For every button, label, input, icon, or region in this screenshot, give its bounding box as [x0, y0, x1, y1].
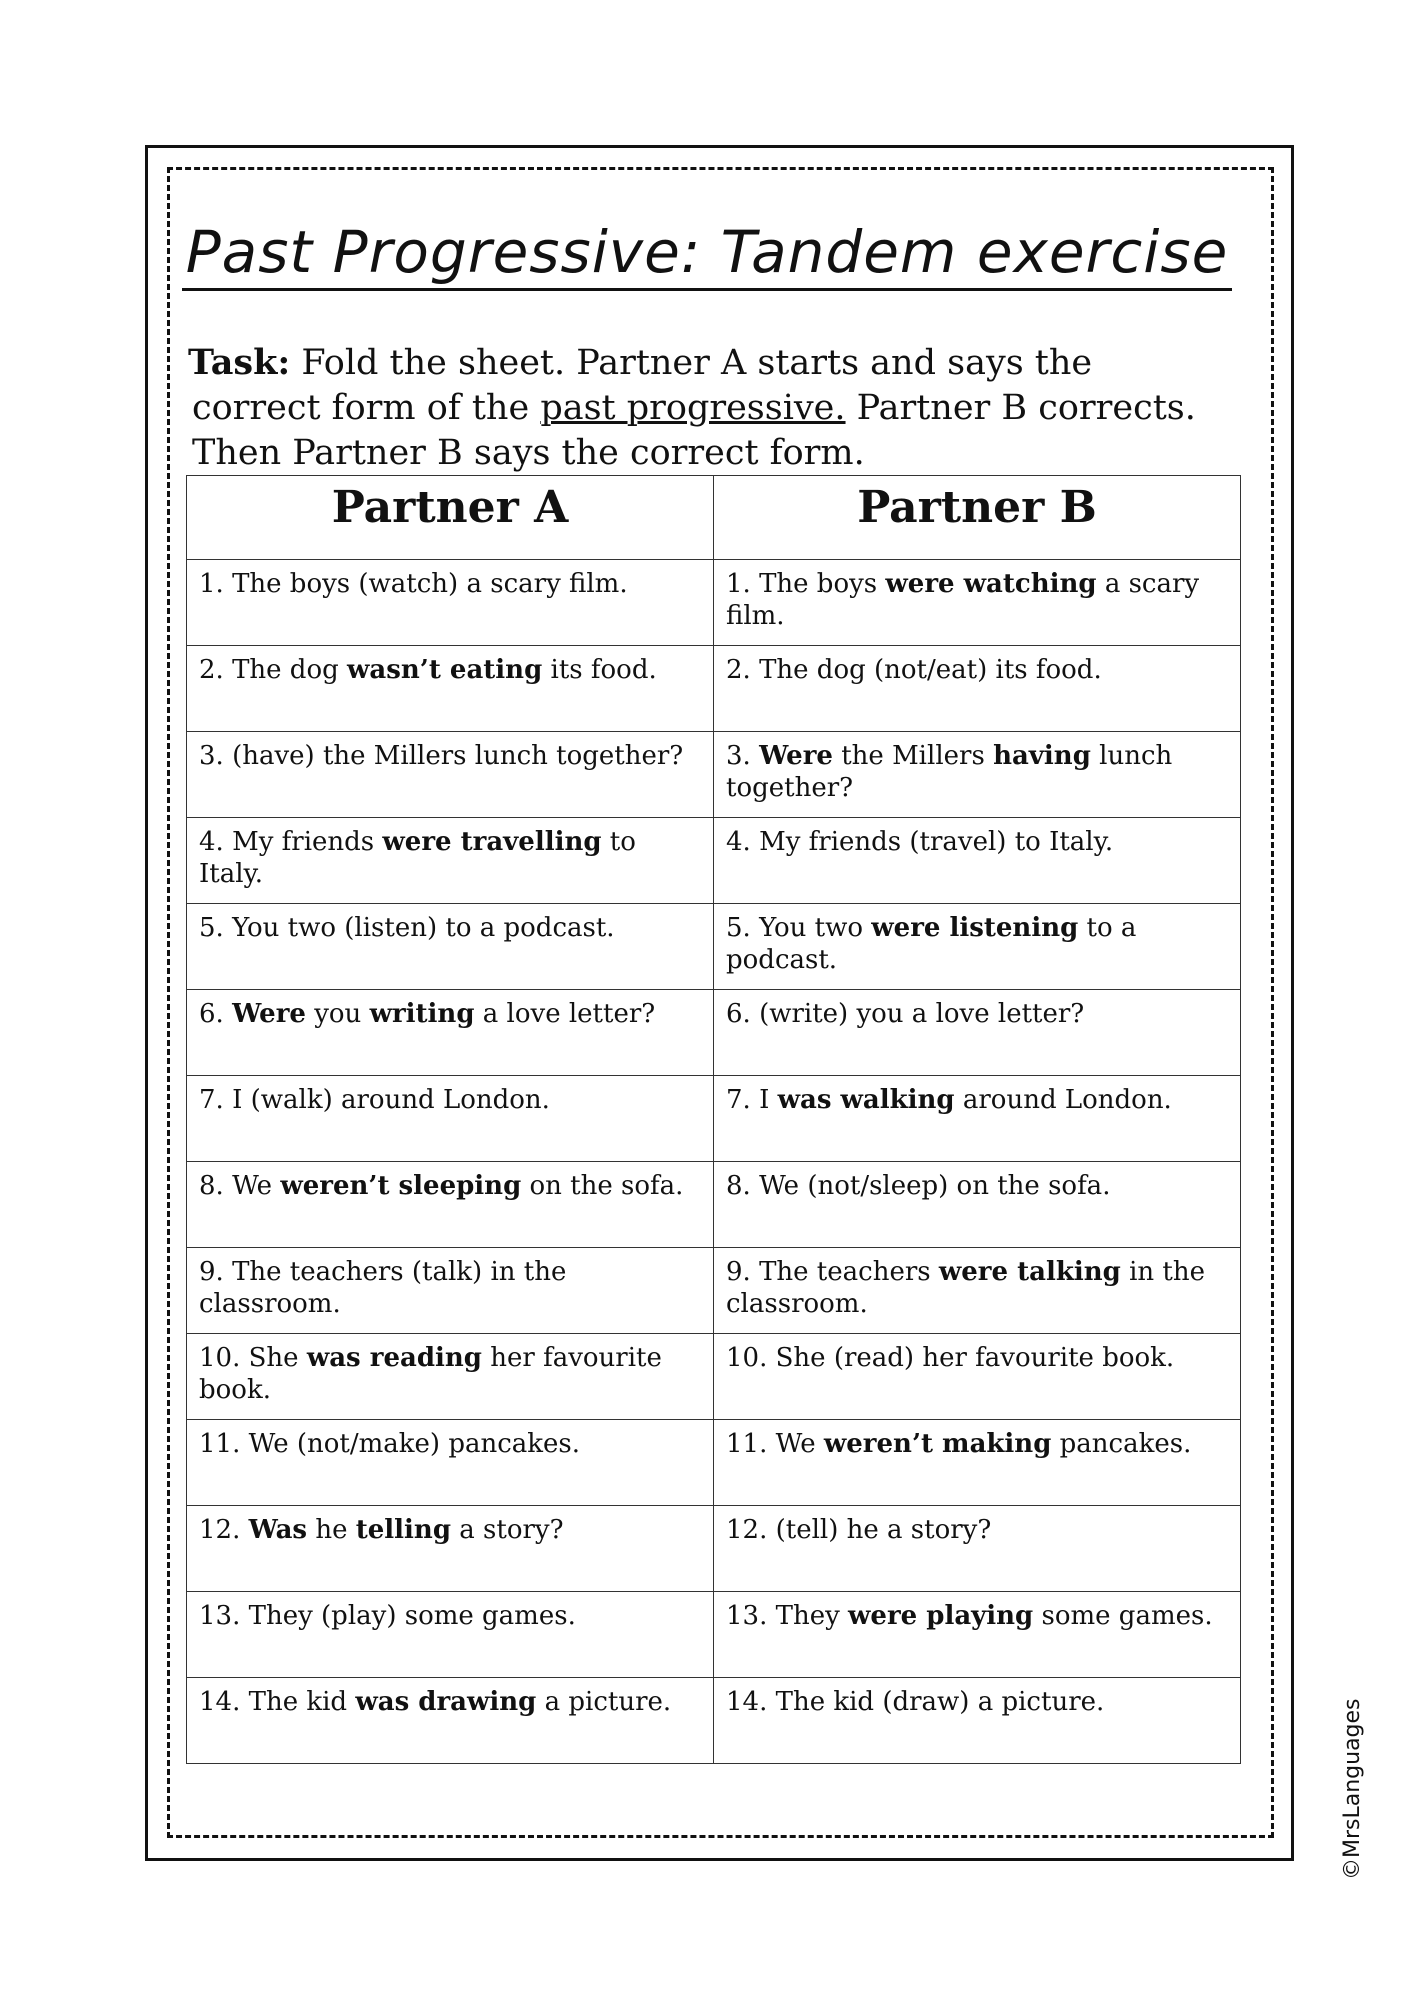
- sentence-text: to Italy.: [199, 827, 636, 889]
- partner-a-cell: [187, 818, 714, 904]
- partner-a-cell: [187, 646, 714, 732]
- partner-b-cell: [714, 560, 1241, 646]
- sentence-text: lunch together?: [726, 741, 1173, 803]
- sentence-text: 9. The teachers: [726, 1257, 939, 1287]
- answer-text: writing: [369, 999, 475, 1029]
- sentence-text: 10. She: [199, 1343, 307, 1373]
- task-text-2b: Partner B corrects.: [845, 388, 1196, 428]
- table-row: [187, 1506, 1241, 1592]
- sentence-text: 2. The dog: [199, 655, 348, 685]
- table-header-row: [187, 476, 1241, 560]
- partner-a-cell: [187, 1592, 714, 1678]
- sentence-text: 4. My friends (travel) to Italy.: [726, 827, 1114, 857]
- partner-b-cell: [714, 646, 1241, 732]
- answer-text: were travelling: [382, 827, 602, 857]
- partner-b-cell: [714, 1678, 1241, 1764]
- sentence-text: 3. (have) the Millers lunch together?: [199, 741, 684, 771]
- answer-text: wasn’t eating: [347, 655, 543, 685]
- partner-b-cell: [714, 1506, 1241, 1592]
- task-text-2a: correct form of the: [192, 388, 541, 428]
- partner-b-cell: [714, 1334, 1241, 1420]
- sentence-text: 14. The kid (draw) a picture.: [726, 1687, 1105, 1717]
- sentence-text: 9. The teachers (talk) in the classroom.: [199, 1257, 567, 1319]
- table-row: [187, 1592, 1241, 1678]
- sentence-text: he: [307, 1515, 356, 1545]
- partner-a-cell: [187, 904, 714, 990]
- sentence-text: in the classroom.: [726, 1257, 1205, 1319]
- sentence-text: 5. You two: [726, 913, 872, 943]
- sentence-text: 6.: [199, 999, 233, 1029]
- table-row: [187, 1076, 1241, 1162]
- sentence-text: 2. The dog (not/eat) its food.: [726, 655, 1102, 685]
- sentence-text: a story?: [451, 1515, 564, 1545]
- sentence-text: around London.: [954, 1085, 1172, 1115]
- partner-a-cell: [187, 1334, 714, 1420]
- sentence-text: some games.: [1033, 1601, 1213, 1631]
- partner-b-cell: [714, 904, 1241, 990]
- sentence-text: you: [305, 999, 370, 1029]
- answer-text: were playing: [848, 1601, 1034, 1631]
- sentence-text: 4. My friends: [199, 827, 383, 857]
- table-row: [187, 560, 1241, 646]
- sentence-text: 7. I: [726, 1085, 778, 1115]
- partner-a-cell: [187, 990, 714, 1076]
- sentence-text: 8. We (not/sleep) on the sofa.: [726, 1171, 1111, 1201]
- partner-a-cell: [187, 1678, 714, 1764]
- table-row: [187, 990, 1241, 1076]
- answer-text: was walking: [777, 1085, 955, 1115]
- sentence-text: 11. We: [726, 1429, 824, 1459]
- answer-text: were talking: [938, 1257, 1121, 1287]
- partner-b-cell: [714, 1162, 1241, 1248]
- sentence-text: 1. The boys (watch) a scary film.: [199, 569, 628, 599]
- sentence-text: her favourite book.: [199, 1343, 662, 1405]
- answer-text: weren’t making: [823, 1429, 1052, 1459]
- task-label: Task:: [188, 342, 291, 383]
- task-instructions: [188, 340, 1258, 476]
- task-keyword: past progressive.: [540, 388, 846, 428]
- table-row: [187, 1420, 1241, 1506]
- sentence-text: 6. (write) you a love letter?: [726, 999, 1085, 1029]
- sentence-text: the Millers: [832, 741, 994, 771]
- answer-text: having: [993, 741, 1091, 771]
- answer-text: Was: [248, 1515, 308, 1545]
- answer-text: telling: [355, 1515, 451, 1545]
- partner-a-cell: [187, 732, 714, 818]
- partner-b-cell: [714, 1248, 1241, 1334]
- header-partner-a: Partner A: [187, 476, 714, 560]
- table-row: [187, 1334, 1241, 1420]
- sentence-text: a love letter?: [474, 999, 656, 1029]
- sentence-text: 13. They (play) some games.: [199, 1601, 576, 1631]
- partner-a-cell: [187, 1162, 714, 1248]
- table-row: [187, 1678, 1241, 1764]
- sentence-text: 8. We: [199, 1171, 281, 1201]
- sentence-text: 7. I (walk) around London.: [199, 1085, 550, 1115]
- partner-b-cell: [714, 990, 1241, 1076]
- partner-a-cell: [187, 560, 714, 646]
- answer-text: Were: [232, 999, 306, 1029]
- task-line-1: [188, 340, 1258, 386]
- partner-a-cell: [187, 1248, 714, 1334]
- sentence-text: a scary film.: [726, 569, 1200, 631]
- answer-text: were watching: [885, 569, 1097, 599]
- task-line-2: [188, 386, 1258, 431]
- header-partner-b: Partner B: [714, 476, 1241, 560]
- sentence-text: 11. We (not/make) pancakes.: [199, 1429, 581, 1459]
- partner-a-cell: [187, 1420, 714, 1506]
- table-row: [187, 1162, 1241, 1248]
- table-row: [187, 732, 1241, 818]
- sentence-text: to a podcast.: [726, 913, 1137, 975]
- sentence-text: 14. The kid: [199, 1687, 356, 1717]
- table-row: [187, 646, 1241, 732]
- copyright-text: ©MrsLanguages: [1340, 1698, 1365, 1880]
- sentence-text: 10. She (read) her favourite book.: [726, 1343, 1175, 1373]
- partner-b-cell: [714, 1420, 1241, 1506]
- sentence-text: 5. You two (listen) to a podcast.: [199, 913, 615, 943]
- partner-b-cell: [714, 1592, 1241, 1678]
- table-body: [187, 560, 1241, 1764]
- table-row: [187, 1248, 1241, 1334]
- partner-b-cell: [714, 818, 1241, 904]
- sentence-text: 3.: [726, 741, 760, 771]
- table-row: [187, 904, 1241, 990]
- sentence-text: 12. (tell) he a story?: [726, 1515, 992, 1545]
- title-text: Past Progressive: Tandem exercise: [182, 218, 1233, 291]
- partner-b-cell: [714, 1076, 1241, 1162]
- partner-a-cell: [187, 1506, 714, 1592]
- partner-a-cell: [187, 1076, 714, 1162]
- exercise-table: [186, 475, 1241, 1764]
- worksheet-title: [0, 218, 1414, 286]
- answer-text: were listening: [871, 913, 1079, 943]
- sentence-text: on the sofa.: [521, 1171, 684, 1201]
- partner-b-cell: [714, 732, 1241, 818]
- answer-text: weren’t sleeping: [280, 1171, 522, 1201]
- task-text-1: Fold the sheet. Partner A starts and says the: [301, 343, 1093, 383]
- sentence-text: 12.: [199, 1515, 249, 1545]
- table-row: [187, 818, 1241, 904]
- answer-text: was reading: [306, 1343, 482, 1373]
- sentence-text: pancakes.: [1051, 1429, 1192, 1459]
- answer-text: Were: [759, 741, 833, 771]
- task-line-3: Then Partner B says the correct form.: [192, 433, 865, 473]
- sentence-text: its food.: [542, 655, 657, 685]
- sentence-text: 1. The boys: [726, 569, 886, 599]
- sentence-text: 13. They: [726, 1601, 849, 1631]
- answer-text: was drawing: [355, 1687, 537, 1717]
- sentence-text: a picture.: [536, 1687, 672, 1717]
